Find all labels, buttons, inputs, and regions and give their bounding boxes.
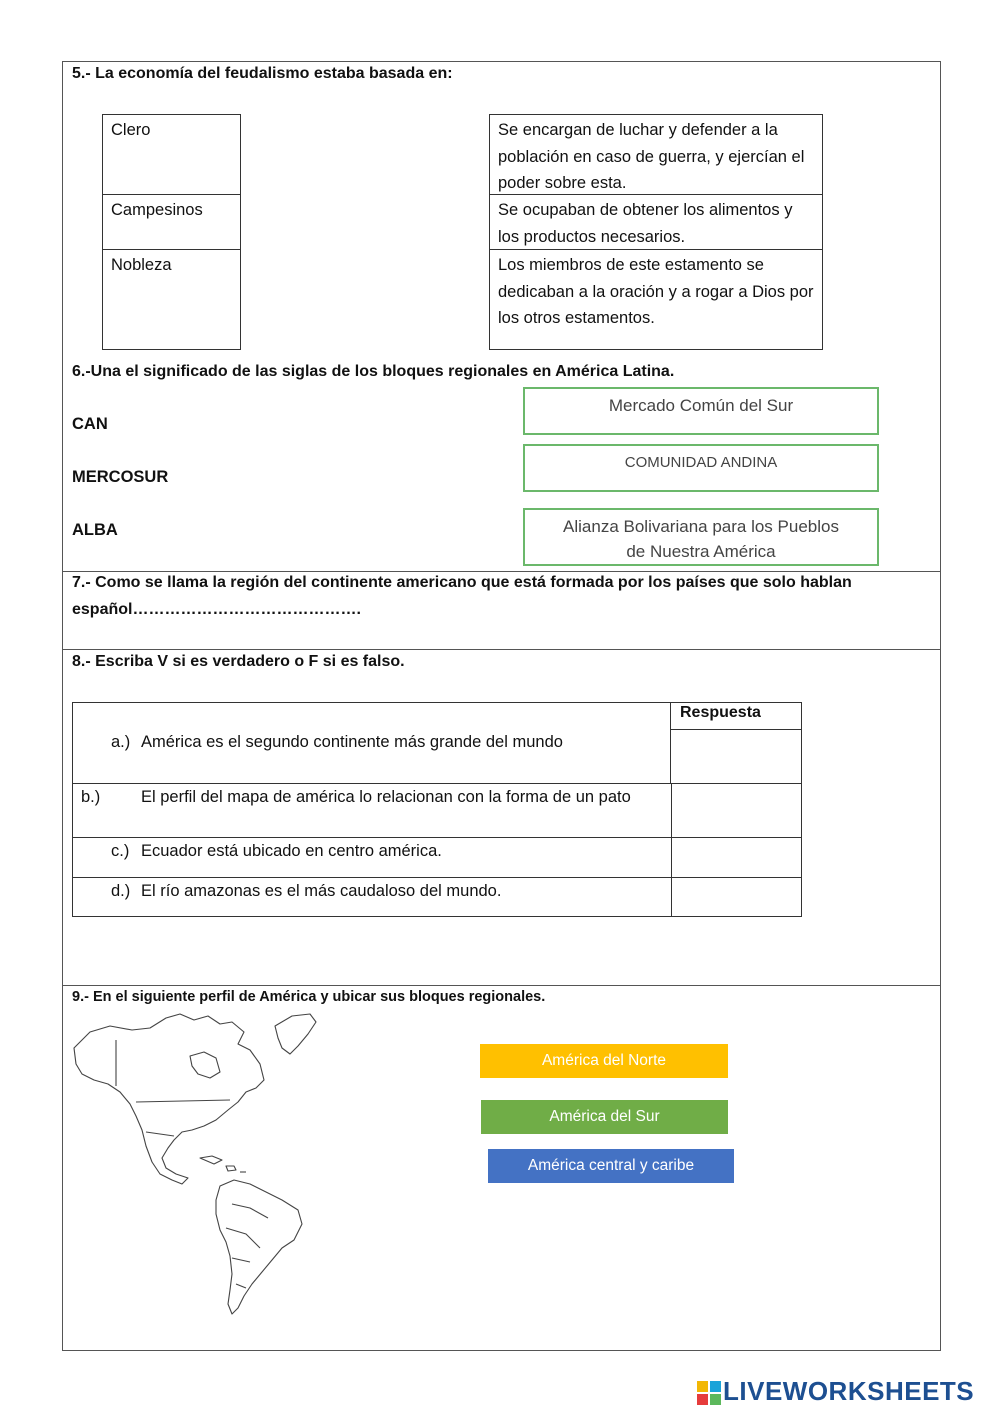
acronym-alba[interactable]: ALBA <box>72 521 118 539</box>
question-6-title: 6.-Una el significado de las siglas de los bloques regionales en América Latina. <box>72 363 675 380</box>
tf-statement-c <box>111 838 671 865</box>
match-right-2[interactable]: Se ocupaban de obtener los alimentos y los productos necesarios. <box>489 194 823 250</box>
tf-row-d <box>72 877 802 917</box>
match-left-nobleza[interactable]: Nobleza <box>102 249 241 350</box>
tf-text-d: El río amazonas es el más caudaloso del mundo. <box>141 882 502 900</box>
chip-america-central-y-caribe[interactable]: América central y caribe <box>488 1149 734 1183</box>
tf-letter-a: a.) <box>111 733 131 751</box>
tf-statement-d <box>111 878 671 905</box>
tf-text-c: Ecuador está ubicado en centro américa. <box>141 842 442 860</box>
tf-statement-b <box>81 784 671 811</box>
tf-answer-a[interactable] <box>670 729 802 784</box>
chip-america-del-norte[interactable]: América del Norte <box>480 1044 728 1078</box>
match-right-3[interactable]: Los miembros de este estamento se dedicaban a la oración y a rogar a Dios por los otros estamentos. <box>489 249 823 350</box>
meaning-mercosur-text: Mercado Común del Sur <box>608 396 794 415</box>
meaning-can-text: COMUNIDAD ANDINA <box>624 454 778 471</box>
meaning-alba-text: Alianza Bolivariana para los Pueblos de Nuestra América <box>563 517 839 561</box>
question-5-title: 5.- La economía del feudalismo estaba basada en: <box>72 65 453 82</box>
question-9-title: 9.- En el siguiente perfil de América y ubicar sus bloques regionales. <box>72 989 546 1005</box>
tf-letter-b: b.) <box>81 788 101 806</box>
match-left-clero[interactable]: Clero <box>102 114 241 195</box>
liveworksheets-logo <box>697 1378 995 1408</box>
match-right-1[interactable]: Se encargan de luchar y defender a la población en caso de guerra, y ejercían el poder sobre esta. <box>489 114 823 195</box>
meaning-can-box[interactable] <box>523 444 879 492</box>
liveworksheets-logo-text: LIVEWORKSHEETS <box>723 1376 975 1406</box>
chip-america-del-sur[interactable]: América del Sur <box>481 1100 728 1134</box>
tf-answer-b[interactable] <box>671 783 804 838</box>
tf-text-a: América es el segundo continente más grande del mundo <box>141 733 563 751</box>
meaning-mercosur-box[interactable] <box>523 387 879 435</box>
liveworksheets-logo-icon <box>697 1381 721 1405</box>
tf-text-b: El perfil del mapa de américa lo relacionan con la forma de un pato <box>141 788 631 806</box>
tf-row-c <box>72 837 802 878</box>
americas-outline-map <box>70 1008 320 1320</box>
meaning-alba-box[interactable] <box>523 508 879 566</box>
match-left-campesinos[interactable]: Campesinos <box>102 194 241 250</box>
answer-header: Respuesta <box>680 704 761 721</box>
tf-statement-a <box>111 729 671 756</box>
acronym-mercosur[interactable]: MERCOSUR <box>72 468 169 486</box>
tf-letter-c: c.) <box>111 842 130 860</box>
tf-row-b <box>72 783 802 838</box>
question-8-title: 8.- Escriba V si es verdadero o F si es falso. <box>72 653 405 670</box>
tf-answer-d[interactable] <box>671 877 804 917</box>
question-7-title[interactable]: 7.- Como se llama la región del continente americano que está formada por los países que solo hablan español……………………………………. <box>72 574 852 618</box>
tf-row-a <box>72 702 671 784</box>
tf-letter-d: d.) <box>111 882 131 900</box>
tf-answer-c[interactable] <box>671 837 804 878</box>
answer-header-cell <box>670 702 802 730</box>
acronym-can[interactable]: CAN <box>72 415 108 433</box>
